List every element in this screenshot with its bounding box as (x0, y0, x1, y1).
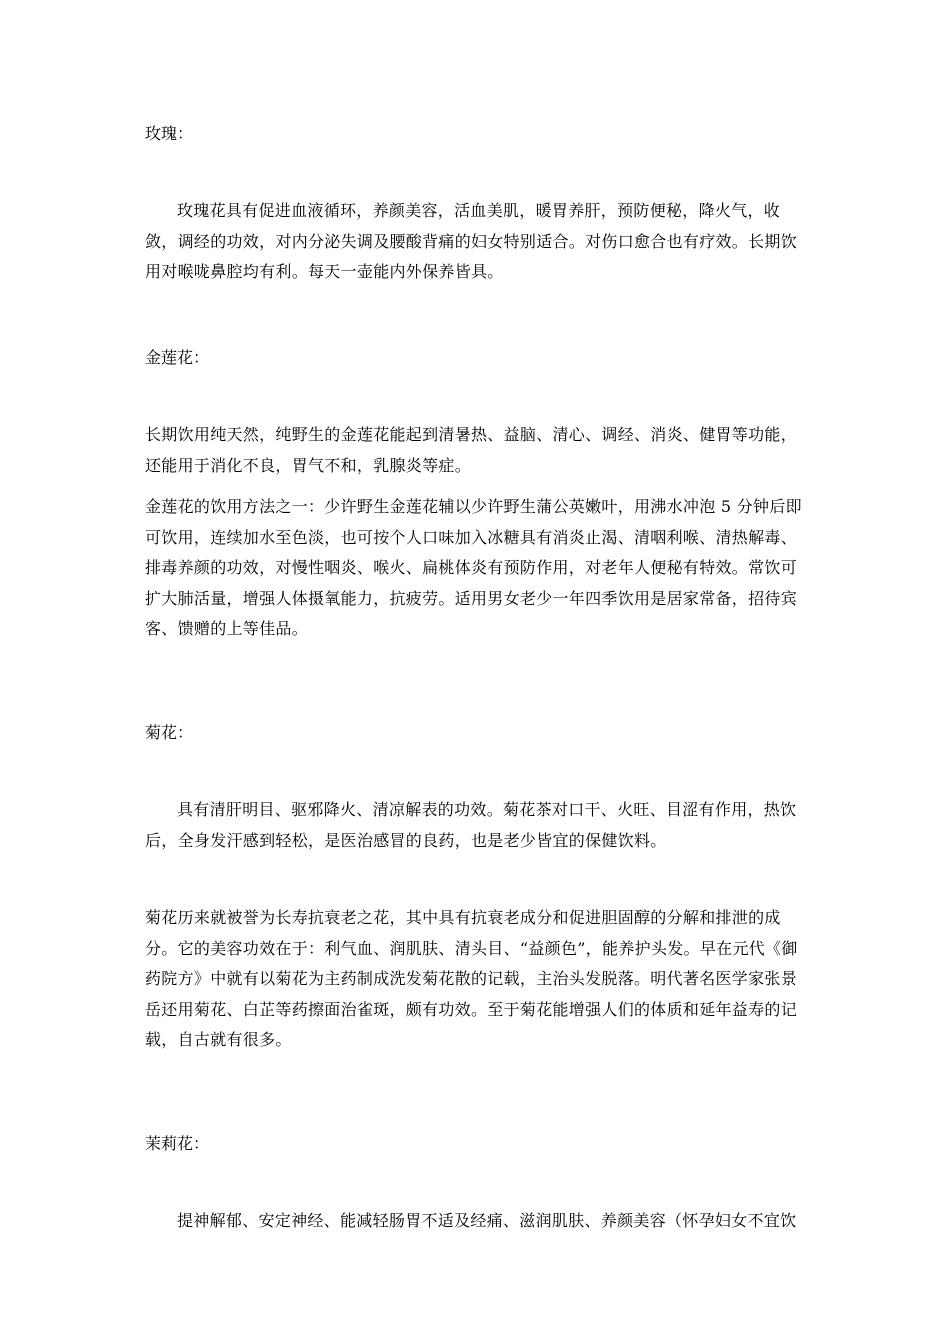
chrysanthemum-heading: 菊花： (145, 723, 194, 742)
golden-lotus-heading: 金莲花： (145, 348, 210, 367)
chrysanthemum-paragraph-2: 菊花历来就被誉为长寿抗衰老之花，其中具有抗衰老成分和促进胆固醇的分解和排泄的成分。它的美容功效在于：利气血、润肌肤、清头目、“益颜色”，能养护头发。早在元代《御药院方》中就有以菊花为主药制成洗发菊花散的记载，主治头发脱落。明代著名医学家张景岳还用菊花、白芷等药擦面治雀斑，颇有功效。至于菊花能增强人们的体质和延年益寿的记载，自古就有很多。 (145, 908, 798, 1050)
golden-lotus-paragraph-2: 金莲花的饮用方法之一：少许野生金莲花辅以少许野生蒲公英嫩叶，用沸水冲泡 5 分钟后即可饮用，连续加水至色淡，也可按个人口味加入冰糖具有消炎止渴、清咽利喉、清热解毒、排毒养颜的功效，对慢性咽炎、喉火、扁桃体炎有预防作用，对老年人便秘有特效。常饮可扩大肺活量，增强人体摄氧能力，抗疲劳。适用男女老少一年四季饮用是居家常备，招待宾客、馈赠的上等佳品。 (145, 497, 802, 639)
rose-heading: 玫瑰： (145, 124, 194, 143)
golden-lotus-paragraph-1: 长期饮用纯天然，纯野生的金莲花能起到清暑热、益脑、清心、调经、消炎、健胃等功能，还能用于消化不良，胃气不和，乳腺炎等症。 (145, 425, 798, 475)
chrysanthemum-paragraph-1: 具有清肝明目、驱邪降火、清凉解表的功效。菊花茶对口干、火旺、目涩有作用，热饮后，全身发汗感到轻松，是医治感冒的良药，也是老少皆宜的保健饮料。 (145, 800, 797, 850)
jasmine-heading: 茉莉花： (145, 1134, 210, 1153)
jasmine-paragraph: 提神解郁、安定神经、能减轻肠胃不适及经痛、滋润肌肤、养颜美容（怀孕妇女不宜饮 (177, 1211, 797, 1230)
rose-paragraph: 玫瑰花具有促进血液循环，养颜美容，活血美肌，暖胃养肝，预防便秘，降火气，收敛，调经的功效，对内分泌失调及腰酸背痛的妇女特别适合。对伤口愈合也有疗效。长期饮用对喉咙鼻腔均有利。每天一壶能内外保养皆具。 (145, 201, 798, 282)
